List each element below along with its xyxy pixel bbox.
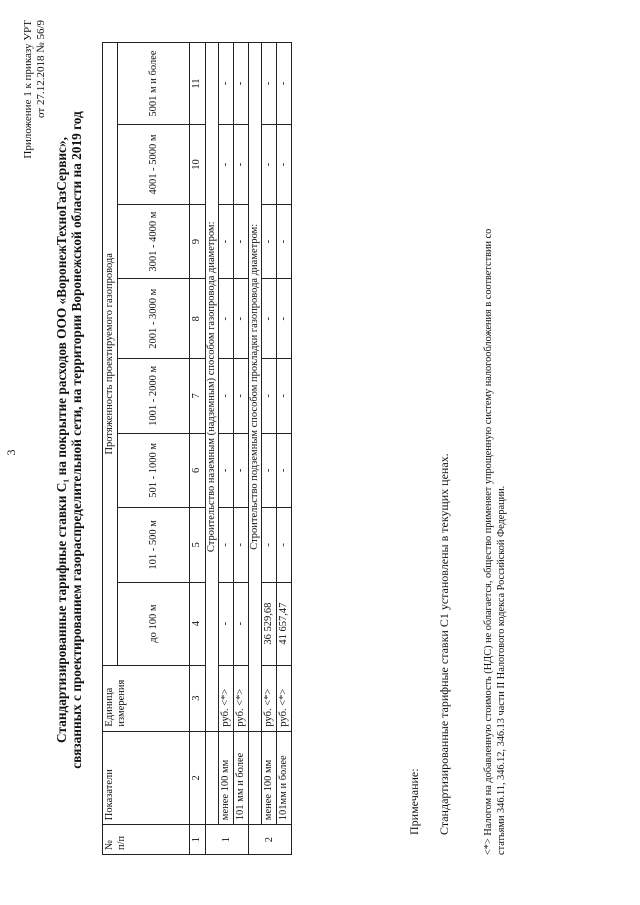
table-row — [277, 43, 292, 855]
cell-value: - — [234, 508, 249, 582]
col-number: 1 — [190, 825, 206, 855]
col-number: 6 — [190, 433, 206, 507]
row-label: менее 100 мм — [219, 731, 234, 825]
cell-value: - — [262, 204, 277, 278]
note-label: Примечание: — [407, 768, 421, 835]
cell-value: 41 657,47 — [277, 582, 292, 665]
header-length-5: 2001 - 3000 м — [118, 279, 190, 359]
col-number: 5 — [190, 508, 206, 582]
header-indicator: Показатели — [103, 731, 190, 825]
header-length-8: 5001 м и более — [118, 43, 190, 125]
cell-value: - — [219, 508, 234, 582]
cell-value: - — [219, 125, 234, 205]
cell-value: - — [277, 204, 292, 278]
page-number: 3 — [4, 449, 18, 456]
header-unit: Единица измерения — [103, 665, 190, 731]
col-number: 2 — [190, 731, 206, 825]
footnote-line-2: статьями 346.11, 346.12, 346.13 части II Налогового кодекса Российской Федерации. — [496, 485, 507, 855]
header-length-7: 4001 - 5000 м — [118, 125, 190, 205]
cell-value: - — [277, 125, 292, 205]
appendix-reference — [22, 20, 48, 220]
header-length-4: 1001 - 2000 м — [118, 359, 190, 433]
cell-value: - — [262, 279, 277, 359]
cell-value: - — [277, 279, 292, 359]
row-unit: руб. <*> — [219, 665, 234, 731]
col-number: 10 — [190, 125, 206, 205]
cell-value: - — [262, 125, 277, 205]
footnote-line-1: <*> Налогом на добавленную стоимость (НДС) не облагается, общество применяет упрощенную систему налогообложения в соответствии со — [483, 228, 494, 855]
tariff-table — [102, 42, 292, 855]
cell-value: - — [277, 508, 292, 582]
cell-value: - — [277, 359, 292, 433]
cell-value: - — [234, 359, 249, 433]
header-length-group: Протяженность проектируемого газопровода — [103, 43, 118, 666]
row-label: 101 мм и более — [234, 731, 249, 825]
cell-value: - — [234, 125, 249, 205]
header-length-2: 101 - 500 м — [118, 508, 190, 582]
cell-value: - — [234, 279, 249, 359]
row-label: 101мм и более — [277, 731, 292, 825]
row-unit: руб. <*> — [277, 665, 292, 731]
row-unit: руб. <*> — [234, 665, 249, 731]
col-number: 4 — [190, 582, 206, 665]
section-2-caption-row — [249, 43, 262, 855]
title-line-2: связанных с проектированием газораспределительной сети, на территории Воронежской области на 2019 год — [69, 111, 84, 769]
cell-value: - — [234, 433, 249, 507]
section-2-number: 2 — [249, 825, 292, 855]
cell-value: - — [219, 279, 234, 359]
column-number-row — [190, 43, 206, 855]
header-length-1: до 100 м — [118, 582, 190, 665]
cell-value: - — [262, 508, 277, 582]
table-row — [219, 43, 234, 855]
cell-value: - — [234, 43, 249, 125]
col-number: 8 — [190, 279, 206, 359]
appendix-line-2: от 27.12.2018 № 56/9 — [35, 20, 47, 118]
table-row — [262, 43, 277, 855]
col-number: 7 — [190, 359, 206, 433]
col-number: 11 — [190, 43, 206, 125]
row-label: менее 100 мм — [262, 731, 277, 825]
cell-value: - — [219, 433, 234, 507]
section-1-caption: Строительство наземным (надземным) способом газопровода диаметром: — [206, 43, 219, 732]
cell-value: - — [219, 43, 234, 125]
cell-value: - — [262, 359, 277, 433]
table-row — [234, 43, 249, 855]
cell-value: - — [234, 582, 249, 665]
cell-value: 36 529,68 — [262, 582, 277, 665]
cell-value: - — [234, 204, 249, 278]
appendix-line-1: Приложение 1 к приказу УРТ — [22, 20, 34, 159]
document-title — [54, 95, 84, 785]
cell-value: - — [219, 582, 234, 665]
cell-value: - — [262, 433, 277, 507]
title-line-1: Стандартизированные тарифные ставки С₁ на покрытие расходов ООО «ВоронежТехноГазСервис», — [54, 137, 69, 743]
header-num: № п/п — [103, 825, 190, 855]
cell-value: - — [219, 359, 234, 433]
header-length-6: 3001 - 4000 м — [118, 204, 190, 278]
cell-value: - — [277, 433, 292, 507]
col-number: 3 — [190, 665, 206, 731]
note-text: Стандартизированные тарифные ставки С1 установлены в текущих ценах. — [437, 453, 451, 835]
header-row-1 — [103, 43, 118, 855]
cell-value: - — [277, 43, 292, 125]
row-unit: руб. <*> — [262, 665, 277, 731]
header-length-3: 501 - 1000 м — [118, 433, 190, 507]
section-1-caption-row — [206, 43, 219, 855]
col-number: 9 — [190, 204, 206, 278]
section-1-number: 1 — [206, 825, 249, 855]
cell-value: - — [262, 43, 277, 125]
vat-footnote — [482, 42, 508, 855]
section-2-caption: Строительство подземным способом прокладки газопровода диаметром: — [249, 43, 262, 732]
cell-value: - — [219, 204, 234, 278]
